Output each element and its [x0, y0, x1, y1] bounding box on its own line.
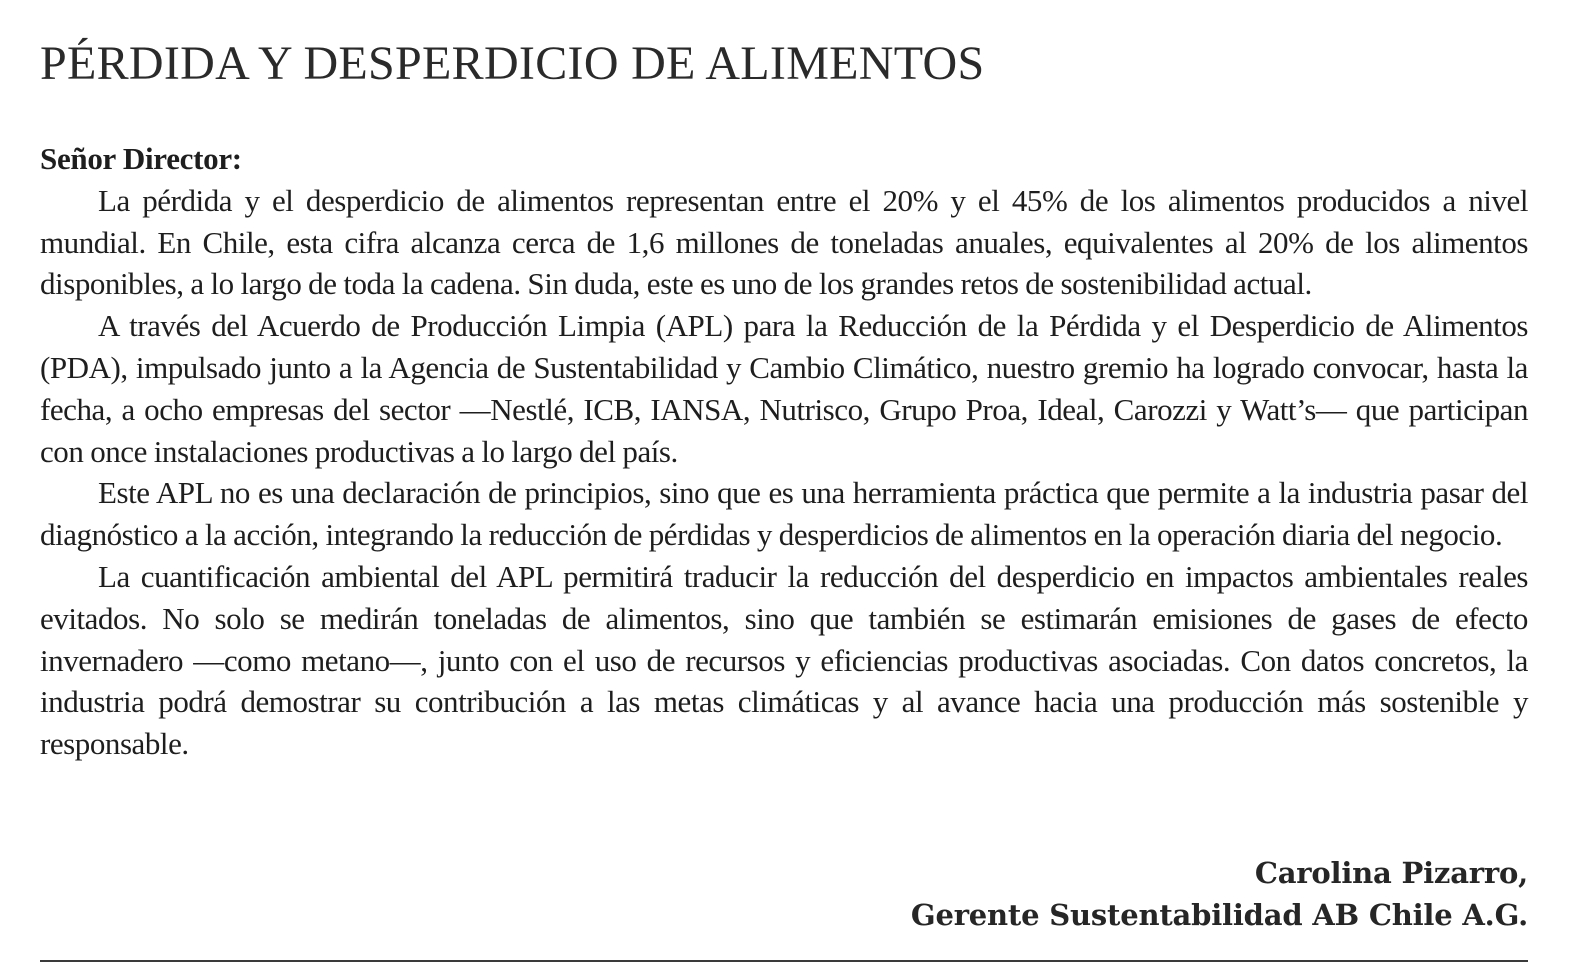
signature-name: Carolina Pizarro, [1254, 856, 1528, 890]
bottom-divider [40, 960, 1528, 962]
signature-block [911, 852, 1528, 936]
paragraph-3: Este APL no es una declaración de principios, sino que es una herramienta práctica que permite a la industria pasar del diagnóstico a la acción, integrando la reducción de pérdidas y desperdicios de alimentos en la operación diaria del negocio. [40, 475, 1528, 553]
paragraph-2: A través del Acuerdo de Producción Limpia (APL) para la Reducción de la Pérdida y el Desperdicio de Alimentos (PDA), impulsado junto a la Agencia de Sustentabilidad y Cambio Climático, nuestro gremio ha logrado convocar, hasta la fecha, a ocho empresas del sector —Nestlé, ICB, IANSA, Nutrisco, Grupo Proa, Ideal, Carozzi y Watt’s— que participan con once instalaciones productivas a lo largo del país. [40, 308, 1528, 469]
salutation: Señor Director: [40, 141, 242, 176]
letter-body [40, 138, 1528, 765]
paragraph-1: La pérdida y el desperdicio de alimentos representan entre el 20% y el 45% de los alimentos producidos a nivel mundial. En Chile, esta cifra alcanza cerca de 1,6 millones de toneladas anuales, equivalentes al 20% de los alimentos disponibles, a lo largo de toda la cadena. Sin duda, este es uno de los grandes retos de sostenibilidad actual. [40, 182, 1528, 302]
paragraph-4: La cuantificación ambiental del APL permitirá traducir la reducción del desperdicio en impactos ambientales reales evitados. No solo se medirán toneladas de alimentos, sino que también se estimarán emisiones de gases de efecto invernadero —como metano—, junto con el uso de recursos y eficiencias productivas asociadas. Con datos concretos, la industria podrá demostrar su contribución a las metas climáticas y al avance hacia una producción más sostenible y responsable. [40, 558, 1528, 762]
signature-role: Gerente Sustentabilidad AB Chile A.G. [910, 898, 1528, 932]
article-title: PÉRDIDA Y DESPERDICIO DE ALIMENTOS [40, 37, 985, 90]
